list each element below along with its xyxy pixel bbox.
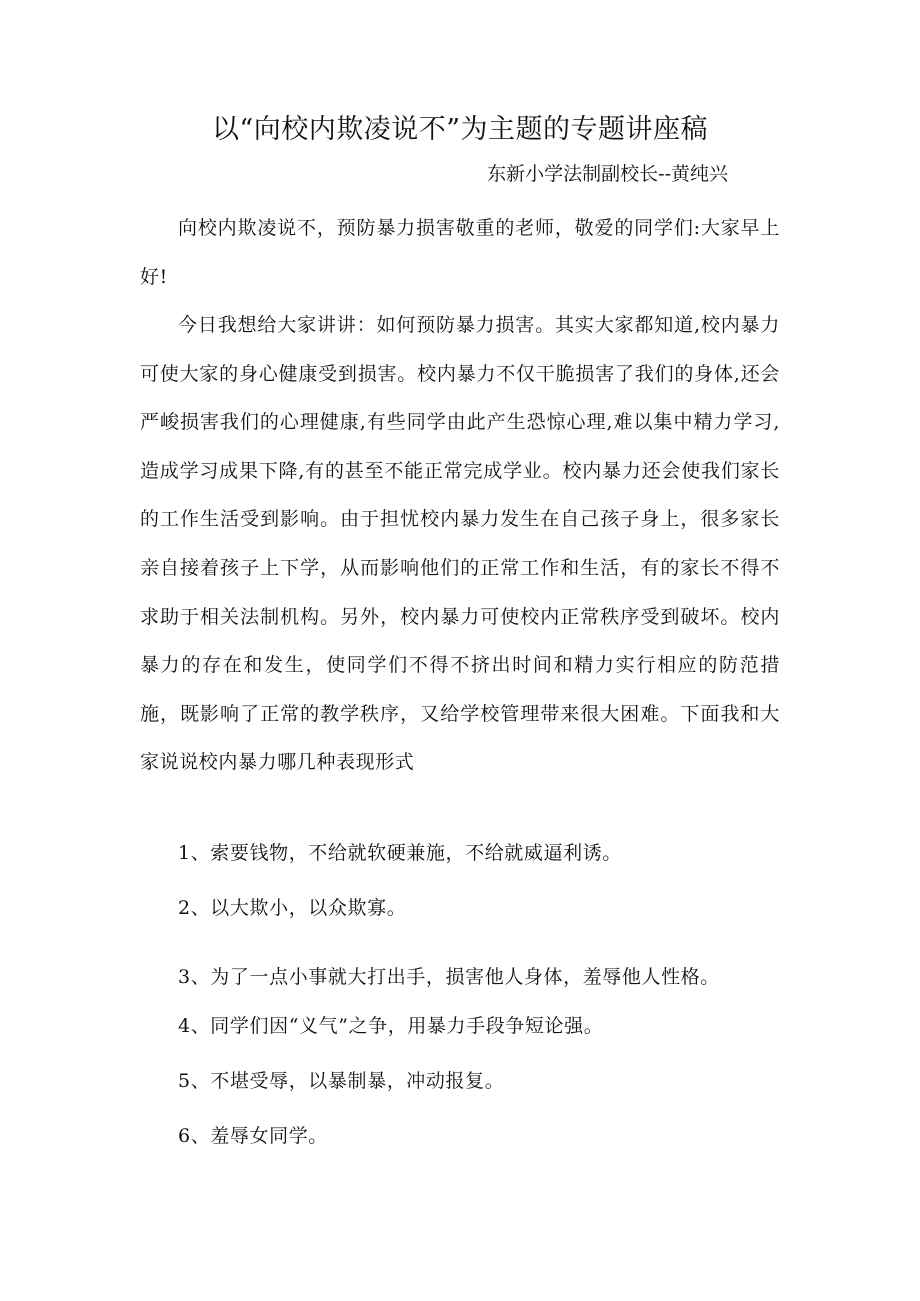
list-item: 6、羞辱女同学。 xyxy=(178,1125,328,1147)
paragraph-greeting: 向校内欺凌说不，预防暴力损害敬重的老师，敬爱的同学们:大家早上好! xyxy=(140,217,780,288)
document-title: 以“向校内欺凌说不”为主题的专题讲座稿 xyxy=(211,114,709,145)
author-line: 东新小学法制副校长--黄纯兴 xyxy=(487,163,728,185)
list-item: 1、索要钱物，不给就软硬兼施，不给就威逼利诱。 xyxy=(178,842,622,864)
list-item: 5、不堪受辱，以暴制暴，冲动报复。 xyxy=(178,1070,505,1092)
list-item: 4、同学们因“义气”之争，用暴力手段争短论强。 xyxy=(178,1015,604,1037)
list-item: 3、为了一点小事就大打出手，损害他人身体，羞辱他人性格。 xyxy=(178,966,720,988)
paragraph-body: 今日我想给大家讲讲：如何预防暴力损害。其实大家都知道,校内暴力可使大家的身心健康受到损害。校内暴力不仅干脆损害了我们的身体,还会严峻损害我们的心理健康,有些同学由此产生恐惊心理,难以集中精力学习,造成学习成果下降,有的甚至不能正常完成学业。校内暴力还会使我们家长的工作生活受到影响。由于担忧校内暴力发生在自己孩子身上，很多家长亲自接着孩子上下学，从而影响他们的正常工作和生活，有的家长不得不求助于相关法制机构。另外，校内暴力可使校内正常秩序受到破坏。校内暴力的存在和发生，使同学们不得不挤出时间和精力实行相应的防范措施，既影响了正常的教学秩序，又给学校管理带来很大困难。下面我和大家说说校内暴力哪几种表现形式 xyxy=(140,314,780,774)
list-item: 2、以大欺小，以众欺寡。 xyxy=(178,897,407,919)
